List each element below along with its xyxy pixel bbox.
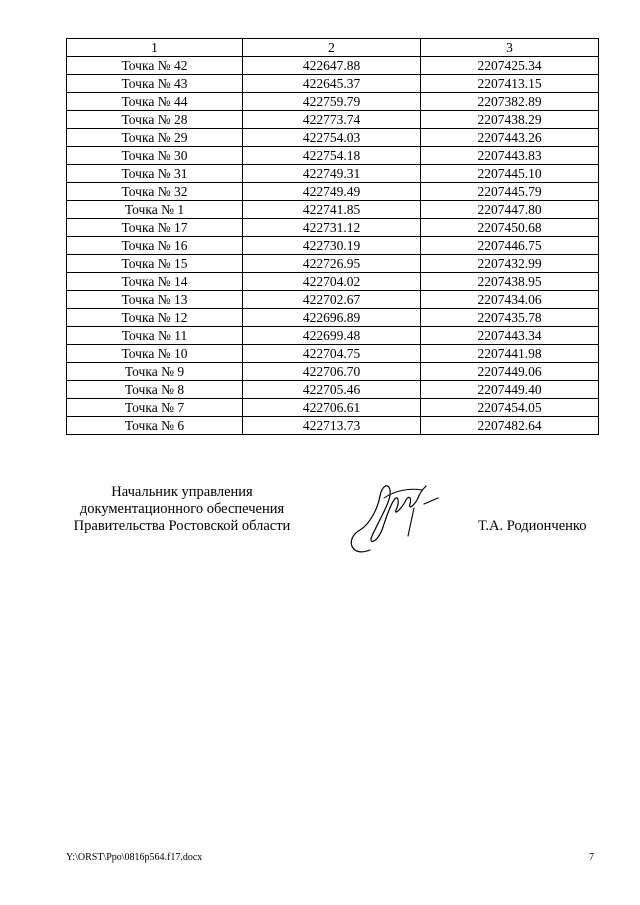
table-row [67, 345, 599, 363]
point-name-cell: Точка № 1 [67, 201, 243, 219]
y-coordinate-cell: 2207446.75 [421, 237, 599, 255]
y-coordinate-cell: 2207443.83 [421, 147, 599, 165]
table-row [67, 183, 599, 201]
point-name-cell: Точка № 13 [67, 291, 243, 309]
signatory-position [66, 484, 298, 535]
table-row [67, 255, 599, 273]
x-coordinate-cell: 422706.70 [243, 363, 421, 381]
point-name-cell: Точка № 14 [67, 273, 243, 291]
table-row [67, 291, 599, 309]
position-line: Начальник управления [111, 484, 253, 500]
point-name-cell: Точка № 28 [67, 111, 243, 129]
x-coordinate-cell: 422696.89 [243, 309, 421, 327]
y-coordinate-cell: 2207382.89 [421, 93, 599, 111]
x-coordinate-cell: 422749.49 [243, 183, 421, 201]
x-coordinate-cell: 422645.37 [243, 75, 421, 93]
table-row [67, 75, 599, 93]
x-coordinate-cell: 422704.02 [243, 273, 421, 291]
table-row [67, 57, 599, 75]
x-coordinate-cell: 422754.18 [243, 147, 421, 165]
y-coordinate-cell: 2207482.64 [421, 417, 599, 435]
point-name-cell: Точка № 12 [67, 309, 243, 327]
coordinates-table-body [67, 39, 599, 435]
point-name-cell: Точка № 15 [67, 255, 243, 273]
y-coordinate-cell: 2207450.68 [421, 219, 599, 237]
table-row [67, 201, 599, 219]
y-coordinate-cell: 2207413.15 [421, 75, 599, 93]
y-coordinate-cell: 2207438.95 [421, 273, 599, 291]
x-coordinate-cell: 422699.48 [243, 327, 421, 345]
x-coordinate-cell: 422754.03 [243, 129, 421, 147]
x-coordinate-cell: 422713.73 [243, 417, 421, 435]
y-coordinate-cell: 2207432.99 [421, 255, 599, 273]
table-row [67, 147, 599, 165]
table-row [67, 363, 599, 381]
table-row [67, 399, 599, 417]
y-coordinate-cell: 2207443.26 [421, 129, 599, 147]
table-row [67, 327, 599, 345]
x-coordinate-cell: 422702.67 [243, 291, 421, 309]
y-coordinate-cell: 2207441.98 [421, 345, 599, 363]
column-header: 1 [67, 39, 243, 57]
table-row [67, 273, 599, 291]
y-coordinate-cell: 2207443.34 [421, 327, 599, 345]
footer-file-path: Y:\ORST\Ppo\0816p564.f17.docx [66, 852, 203, 863]
y-coordinate-cell: 2207425.34 [421, 57, 599, 75]
y-coordinate-cell: 2207434.06 [421, 291, 599, 309]
table-row [67, 219, 599, 237]
table-row [67, 237, 599, 255]
column-header: 2 [243, 39, 421, 57]
table-row [67, 165, 599, 183]
x-coordinate-cell: 422647.88 [243, 57, 421, 75]
y-coordinate-cell: 2207445.79 [421, 183, 599, 201]
y-coordinate-cell: 2207435.78 [421, 309, 599, 327]
x-coordinate-cell: 422726.95 [243, 255, 421, 273]
x-coordinate-cell: 422741.85 [243, 201, 421, 219]
point-name-cell: Точка № 8 [67, 381, 243, 399]
table-row [67, 129, 599, 147]
point-name-cell: Точка № 10 [67, 345, 243, 363]
x-coordinate-cell: 422749.31 [243, 165, 421, 183]
table-header-row [67, 39, 599, 57]
x-coordinate-cell: 422706.61 [243, 399, 421, 417]
y-coordinate-cell: 2207445.10 [421, 165, 599, 183]
x-coordinate-cell: 422759.79 [243, 93, 421, 111]
y-coordinate-cell: 2207449.40 [421, 381, 599, 399]
x-coordinate-cell: 422705.46 [243, 381, 421, 399]
y-coordinate-cell: 2207438.29 [421, 111, 599, 129]
point-name-cell: Точка № 7 [67, 399, 243, 417]
y-coordinate-cell: 2207449.06 [421, 363, 599, 381]
table-row [67, 417, 599, 435]
point-name-cell: Точка № 30 [67, 147, 243, 165]
table-row [67, 93, 599, 111]
point-name-cell: Точка № 32 [67, 183, 243, 201]
point-name-cell: Точка № 43 [67, 75, 243, 93]
point-name-cell: Точка № 44 [67, 93, 243, 111]
position-line: Правительства Ростовской области [73, 518, 291, 534]
point-name-cell: Точка № 17 [67, 219, 243, 237]
signatory-name: Т.А. Родионченко [478, 518, 587, 534]
point-name-cell: Точка № 31 [67, 165, 243, 183]
x-coordinate-cell: 422730.19 [243, 237, 421, 255]
position-line: документационного обеспечения [79, 501, 285, 517]
point-name-cell: Точка № 11 [67, 327, 243, 345]
point-name-cell: Точка № 9 [67, 363, 243, 381]
table-row [67, 111, 599, 129]
x-coordinate-cell: 422773.74 [243, 111, 421, 129]
point-name-cell: Точка № 29 [67, 129, 243, 147]
point-name-cell: Точка № 16 [67, 237, 243, 255]
point-name-cell: Точка № 6 [67, 417, 243, 435]
table-row [67, 309, 599, 327]
y-coordinate-cell: 2207454.05 [421, 399, 599, 417]
handwritten-signature [340, 478, 460, 558]
column-header: 3 [421, 39, 599, 57]
point-name-cell: Точка № 42 [67, 57, 243, 75]
coordinates-table [66, 38, 599, 435]
footer-page-number: 7 [589, 852, 594, 863]
table-row [67, 381, 599, 399]
x-coordinate-cell: 422731.12 [243, 219, 421, 237]
y-coordinate-cell: 2207447.80 [421, 201, 599, 219]
x-coordinate-cell: 422704.75 [243, 345, 421, 363]
